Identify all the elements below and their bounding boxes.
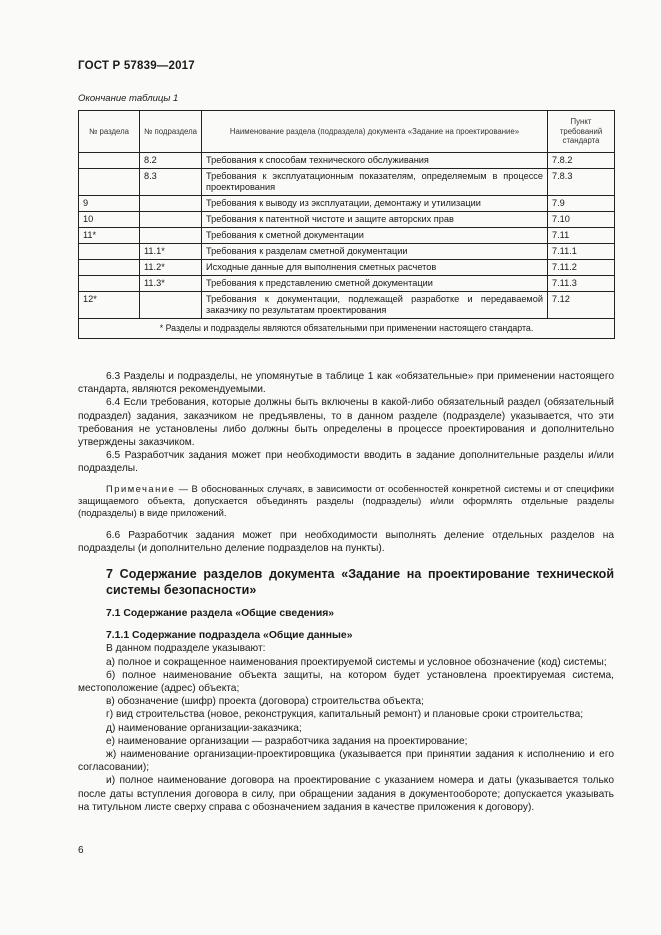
cell-subsection — [140, 196, 202, 212]
col-header-section: № раздела — [79, 111, 140, 153]
cell-section — [79, 169, 140, 196]
col-header-subsection: № подраздела — [140, 111, 202, 153]
cell-clause: 7.11.3 — [548, 276, 615, 292]
paragraph-6-3: 6.3 Разделы и подразделы, не упомянутые в таблице 1 как «обязательные» при применении настоящего стандарта, являются рекомендуемыми. — [78, 371, 614, 396]
cell-subsection: 11.3* — [140, 276, 202, 292]
list-item-g: г) вид строительства (новое, реконструкция, капитальный ремонт) и плановые сроки строительства; — [106, 709, 584, 721]
cell-section — [79, 276, 140, 292]
table-row — [79, 244, 615, 260]
cell-section — [79, 260, 140, 276]
cell-title: Требования к выводу из эксплуатации, демонтажу и утилизации — [202, 196, 548, 212]
cell-title: Исходные данные для выполнения сметных расчетов — [202, 260, 548, 276]
list-item-d: д) наименование организации-заказчика; — [106, 722, 302, 734]
intro-line: В данном подразделе указывают: — [106, 643, 266, 655]
table-row — [79, 260, 615, 276]
cell-title: Требования к способам технического обслуживания — [202, 153, 548, 169]
table-footnote-row — [79, 319, 615, 339]
cell-subsection: 11.2* — [140, 260, 202, 276]
list-item-v: в) обозначение (шифр) проекта (договора) строительства объекта; — [106, 696, 424, 708]
list-item-zh: ж) наименование организации-проектировщика (указывается при принятии задания к исполнению и его согласовании); — [78, 749, 614, 774]
list-item-a: а) полное и сокращенное наименования проектируемой системы и условное обозначение (код) системы; — [106, 656, 607, 668]
cell-section — [79, 244, 140, 260]
table-row — [79, 228, 615, 244]
cell-section: 10 — [79, 212, 140, 228]
cell-clause: 7.9 — [548, 196, 615, 212]
cell-clause: 7.11.2 — [548, 260, 615, 276]
table-header-row — [79, 111, 615, 153]
body-text-block — [78, 370, 614, 814]
col-header-title: Наименование раздела (подраздела) документа «Задание на проектирование» — [202, 111, 548, 153]
table-footnote: * Разделы и подразделы являются обязательными при применении настоящего стандарта. — [79, 319, 615, 339]
list-item-b: б) полное наименование объекта защиты, на котором будет установлена проектируемая система, местоположение (адрес) объекта; — [78, 669, 614, 695]
table-row — [79, 196, 615, 212]
list-item-i: и) полное наименование договора на проектирование с указанием номера и даты (указывается только после даты вступления договора в силу, при обращении задания в документообороте; допускается указывать на титульном листе сверху справа с обозначением задания в качестве приложения к договору). — [78, 775, 614, 813]
paragraph-6-6: 6.6 Разработчик задания может при необходимости выполнять деление отдельных разделов на подразделы (и дополнительно деление подразделов на пункты). — [78, 529, 614, 554]
cell-title: Требования к сметной документации — [202, 228, 548, 244]
cell-clause: 7.11.1 — [548, 244, 615, 260]
col-header-clause: Пункт требований стандарта — [548, 111, 615, 153]
paragraph-6-5: 6.5 Разработчик задания может при необходимости вводить в задание дополнительные разделы и/или подразделы. — [78, 450, 614, 475]
cell-subsection — [140, 212, 202, 228]
note-paragraph — [78, 483, 614, 519]
cell-title: Требования к патентной чистоте и защите авторских прав — [202, 212, 548, 228]
cell-subsection — [140, 292, 202, 319]
note-label: Примечание — [106, 482, 176, 494]
cell-clause: 7.12 — [548, 292, 615, 319]
section-7-1-1-heading: 7.1.1 Содержание подраздела «Общие данные» — [106, 630, 353, 642]
paragraph-6-4: 6.4 Если требования, которые должны быть включены в какой-либо обязательный раздел (обязательный подраздел) задания, заказчиком не предъявлены, то в данном разделе (подразделе) указывается, что эти требования не установлены либо должны быть определены в процессе проектирования и дополнительно утверждены заказчиком. — [78, 397, 614, 449]
cell-section: 11* — [79, 228, 140, 244]
table-caption: Окончание таблицы 1 — [78, 93, 179, 104]
cell-clause: 7.10 — [548, 212, 615, 228]
table-row — [79, 153, 615, 169]
cell-subsection: 11.1* — [140, 244, 202, 260]
note-text: — В обоснованных случаях, в зависимости от особенностей конкретной системы и от специфики защищаемого объекта, допускается объединять разделы (подразделы) и/или оформлять отдельные разделы (подразделы) в виде приложений. — [78, 482, 614, 518]
table-row — [79, 212, 615, 228]
cell-clause: 7.8.2 — [548, 153, 615, 169]
cell-title: Требования к документации, подлежащей разработке и передаваемой заказчику по результатам проектирования — [202, 292, 548, 319]
section-7-1-heading: 7.1 Содержание раздела «Общие сведения» — [106, 608, 335, 620]
section-7-heading: 7 Содержание разделов документа «Задание на проектирование технической системы безопасности» — [106, 567, 614, 597]
table-row — [79, 276, 615, 292]
cell-title: Требования к представлению сметной документации — [202, 276, 548, 292]
cell-clause: 7.8.3 — [548, 169, 615, 196]
cell-subsection — [140, 228, 202, 244]
cell-subsection: 8.3 — [140, 169, 202, 196]
table-row — [79, 292, 615, 319]
requirements-table — [78, 110, 615, 339]
cell-section: 12* — [79, 292, 140, 319]
cell-title: Требования к разделам сметной документации — [202, 244, 548, 260]
standard-header: ГОСТ Р 57839—2017 — [78, 60, 195, 72]
cell-clause: 7.11 — [548, 228, 615, 244]
cell-section — [79, 153, 140, 169]
cell-subsection: 8.2 — [140, 153, 202, 169]
list-item-e: е) наименование организации — разработчика задания на проектирование; — [106, 735, 468, 747]
page-number: 6 — [78, 845, 84, 856]
cell-section: 9 — [79, 196, 140, 212]
cell-title: Требования к эксплуатационным показателям, определяемым в процессе проектирования — [202, 169, 548, 196]
table-row — [79, 169, 615, 196]
